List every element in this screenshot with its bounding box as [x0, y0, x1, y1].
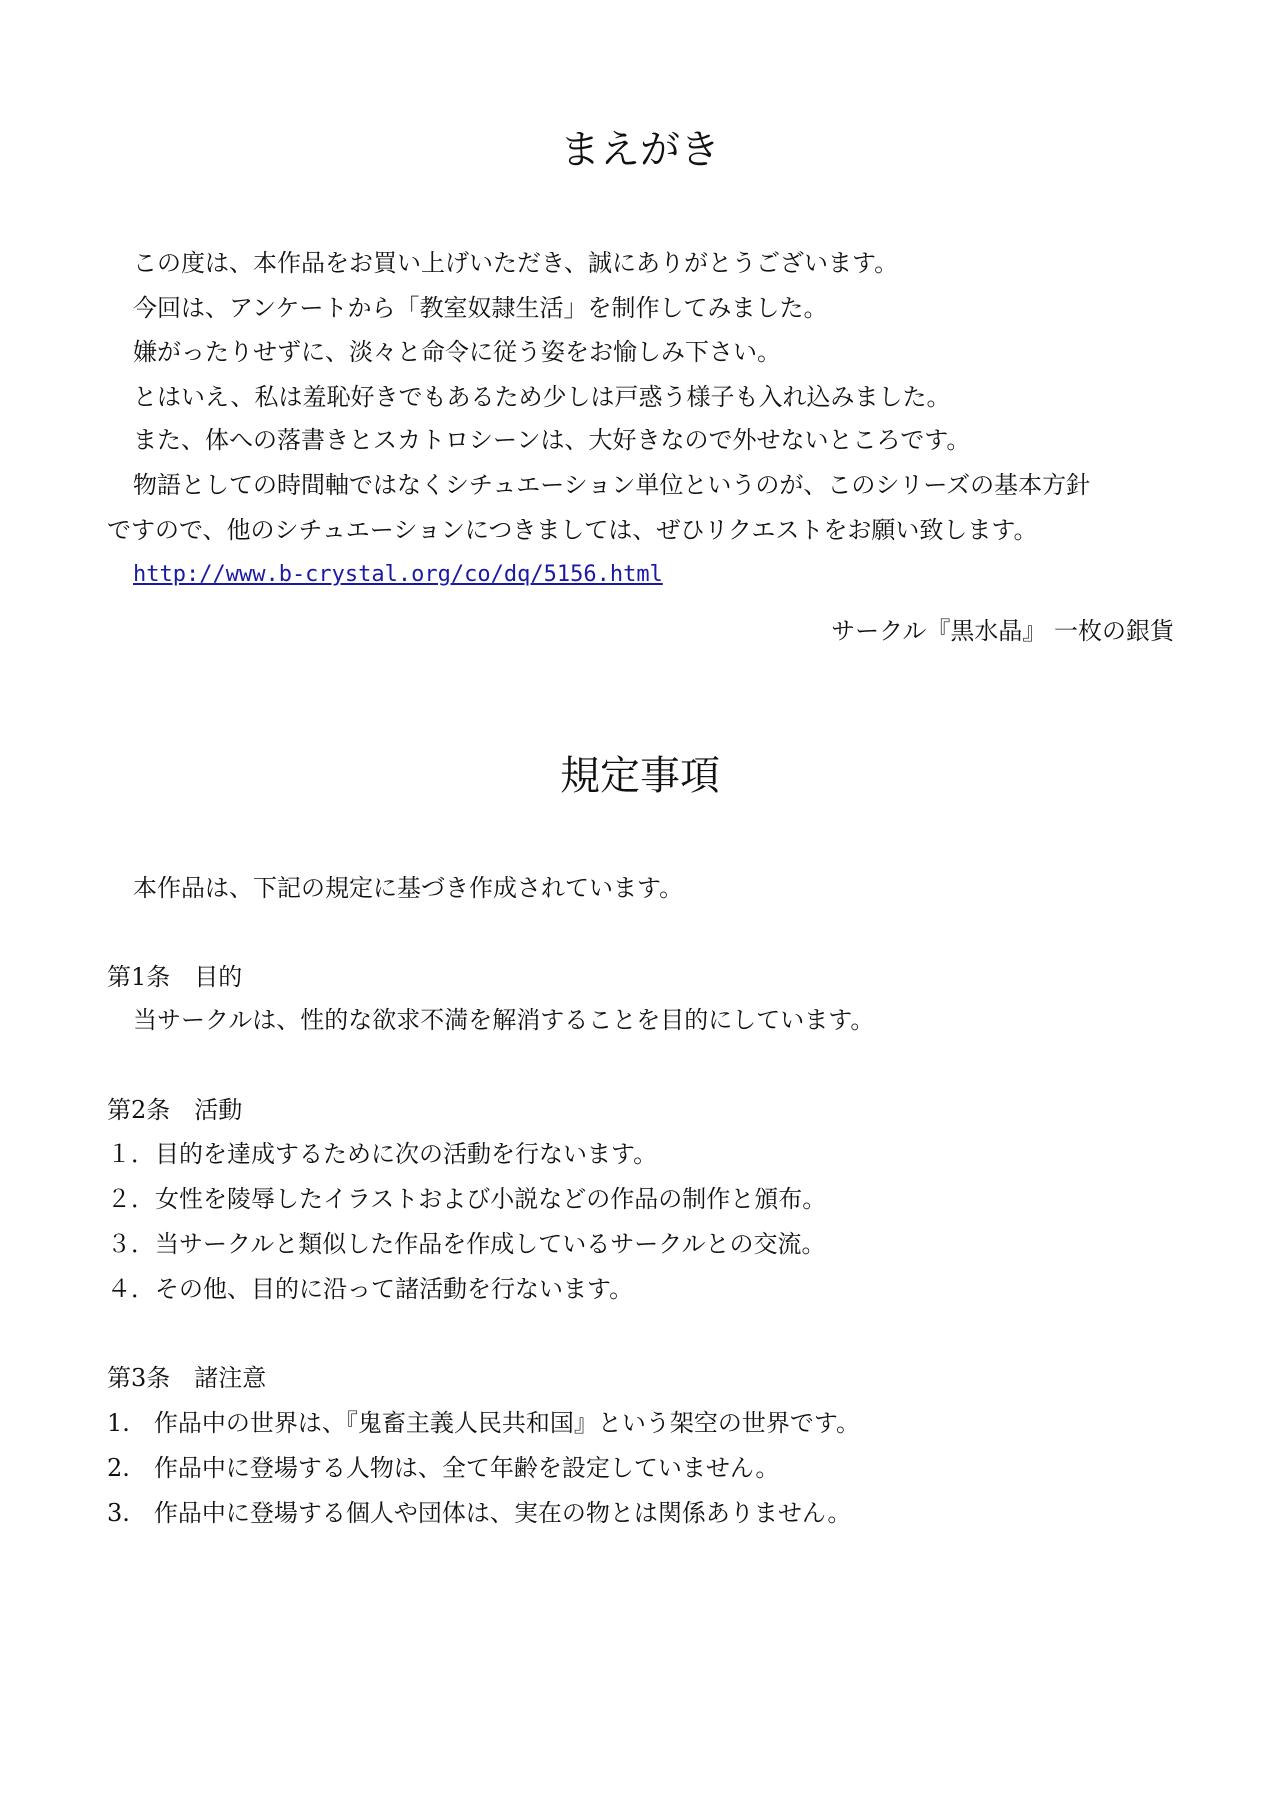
rules-intro: 本作品は、下記の規定に基づき作成されています。 — [133, 874, 684, 902]
preface-line: とはいえ、私は羞恥好きでもあるため少しは戸惑う様子も入れ込みました。 — [133, 383, 951, 411]
article3-heading: 第3条 諸注意 — [107, 1364, 267, 1392]
preface-line: ですので、他のシチュエーションにつきましては、ぜひリクエストをお願い致します。 — [107, 516, 1038, 544]
signature: サークル『黒水晶』 一枚の銀貨 — [831, 617, 1174, 645]
article2-item: ３．当サークルと類似した作品を作成しているサークルとの交流。 — [107, 1230, 826, 1258]
circle-url-link[interactable]: http://www.b-crystal.org/co/dq/5156.html — [133, 562, 663, 587]
article2-heading: 第2条 活動 — [107, 1096, 243, 1124]
preface-line: 今回は、アンケートから「教室奴隷生活」を制作してみました。 — [133, 294, 828, 322]
preface-line: また、体への落書きとスカトロシーンは、大好きなので外せないところです。 — [133, 426, 971, 454]
preface-line: この度は、本作品をお買い上げいただき、誠にありがとうございます。 — [133, 249, 899, 277]
article2-item: １．目的を達成するために次の活動を行ないます。 — [107, 1140, 658, 1168]
preface-title: まえがき — [560, 127, 720, 173]
article3-item: 3. 作品中に登場する個人や団体は、実在の物とは関係ありません。 — [107, 1499, 852, 1527]
rules-title: 規定事項 — [560, 753, 720, 799]
article2-item: ４．その他、目的に沿って諸活動を行ないます。 — [107, 1275, 634, 1303]
article1-body: 当サークルは、性的な欲求不満を解消することを目的にしています。 — [133, 1006, 875, 1034]
article1-heading: 第1条 目的 — [107, 963, 243, 991]
article2-item: ２．女性を陵辱したイラストおよび小説などの作品の制作と頒布。 — [107, 1185, 827, 1213]
preface-line: 物語としての時間軸ではなくシチュエーション単位というのが、このシリーズの基本方針 — [133, 471, 1091, 499]
article3-item: 1. 作品中の世界は、『鬼畜主義人民共和国』という架空の世界です。 — [107, 1409, 860, 1437]
article3-item: 2. 作品中に登場する人物は、全て年齢を設定していません。 — [107, 1454, 780, 1482]
preface-line: 嫌がったりせずに、淡々と命令に従う姿をお愉しみ下さい。 — [133, 338, 781, 366]
